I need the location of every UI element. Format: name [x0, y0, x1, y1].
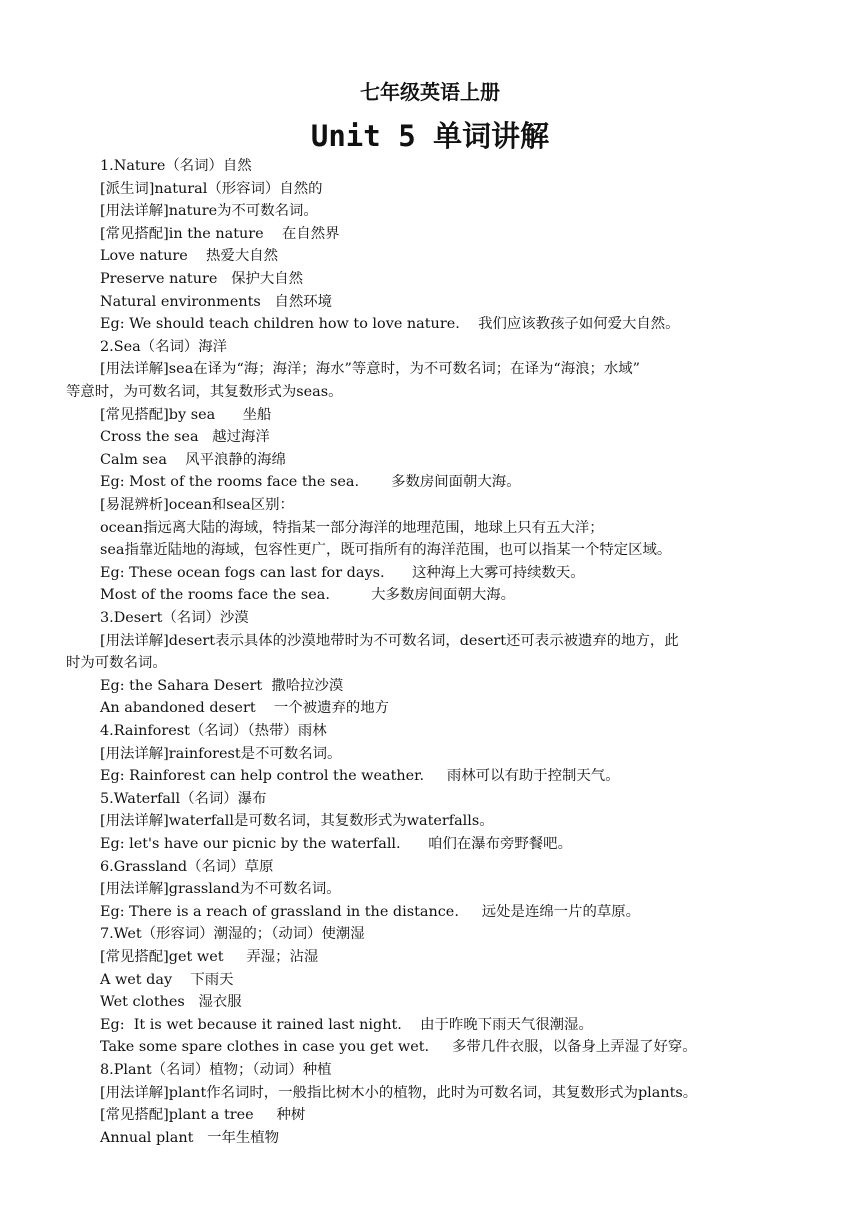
document-subtitle: 七年级英语上册	[360, 80, 500, 104]
text-line: ocean指远离大陆的海域，特指某一部分海洋的地理范围，地球上只有五大洋；	[100, 519, 604, 536]
text-line: Love nature 热爱大自然	[100, 248, 278, 265]
text-line: [常见搭配]get wet 弄湿；沾湿	[100, 949, 319, 965]
text-line: sea指靠近陆地的海域，包容性更广，既可指所有的海洋范围，也可以指某一个特定区域。	[100, 542, 672, 559]
document-title: Unit 5 单词讲解	[310, 119, 550, 153]
text-line: Eg: Most of the rooms face the sea. 多数房间面朝大海。	[100, 474, 521, 491]
text-line: [常见搭配]by sea 坐船	[100, 406, 272, 423]
text-line: Eg: let's have our picnic by the waterfall. 咱们在瀑布旁野餐吧。	[100, 836, 572, 852]
text-line: Eg: There is a reach of grassland in the distance. 远处是连绵一片的草原。	[100, 903, 641, 920]
text-line: 2.Sea（名词）海洋	[100, 338, 228, 355]
text-line: Eg: It is wet because it rained last night. 由于昨晚下雨天气很潮湿。	[100, 1016, 593, 1033]
text-line: [用法详解]plant作名词时，一般指比树木小的植物，此时为可数名词，其复数形式为plants。	[100, 1084, 698, 1101]
text-line: [常见搭配]in the nature 在自然界	[100, 225, 340, 242]
text-line: [常见搭配]plant a tree 种树	[100, 1107, 306, 1124]
text-line: [用法详解]nature为不可数名词。	[100, 203, 318, 220]
text-line: Eg: These ocean fogs can last for days. 这种海上大雾可持续数天。	[100, 564, 585, 581]
text-line: [用法详解]waterfall是可数名词，其复数形式为waterfalls。	[100, 813, 494, 830]
text-line: 4.Rainforest（名词）（热带）雨林	[100, 723, 327, 739]
text-line: [用法详解]sea在译为“海；海洋；海水”等意时，为不可数名词；在译为“海浪；水域”	[100, 361, 641, 378]
text-line: 8.Plant（名词）植物；（动词）种植	[100, 1062, 332, 1078]
text-line: [用法详解]rainforest是不可数名词。	[100, 745, 342, 762]
text-line: Take some spare clothes in case you get wet. 多带几件衣服，以备身上弄湿了好穿。	[100, 1039, 697, 1056]
text-line: 1.Nature（名词）自然	[100, 158, 252, 174]
text-line: Most of the rooms face the sea. 大多数房间面朝大海。	[100, 587, 515, 604]
text-line: Cross the sea 越过海洋	[100, 429, 270, 446]
text-line: Eg: the Sahara Desert 撒哈拉沙漠	[100, 677, 344, 694]
text-line-continued: 时为可数名词。	[66, 655, 167, 672]
text-line: 3.Desert（名词）沙漠	[100, 610, 249, 626]
text-line: A wet day 下雨天	[100, 971, 234, 988]
text-line: [易混辨析]ocean和sea区别：	[100, 497, 294, 513]
text-line: An abandoned desert 一个被遗弃的地方	[100, 700, 390, 717]
text-line: Wet clothes 湿衣服	[100, 994, 242, 1011]
text-line: [用法详解]desert表示具体的沙漠地带时为不可数名词，desert还可表示被遗弃的地方，此	[100, 632, 679, 649]
text-line: Annual plant 一年生植物	[100, 1129, 280, 1146]
text-line: Natural environments 自然环境	[100, 293, 333, 310]
text-line: [用法详解]grassland为不可数名词。	[100, 881, 341, 898]
text-line: 7.Wet（形容词）潮湿的；（动词）使潮湿	[100, 926, 365, 943]
text-line-continued: 等意时，为可数名词，其复数形式为seas。	[66, 384, 343, 400]
text-line: 5.Waterfall（名词）瀑布	[100, 790, 267, 807]
text-line: Preserve nature 保护大自然	[100, 271, 304, 287]
text-line: 6.Grassland（名词）草原	[100, 858, 274, 875]
text-line: [派生词]natural（形容词）自然的	[100, 180, 323, 197]
text-line: Calm sea 风平浪静的海绵	[100, 451, 286, 468]
text-line: Eg: Rainforest can help control the weather. 雨林可以有助于控制天气。	[100, 768, 620, 785]
text-line: Eg: We should teach children how to love nature. 我们应该教孩子如何爱大自然。	[100, 316, 680, 333]
